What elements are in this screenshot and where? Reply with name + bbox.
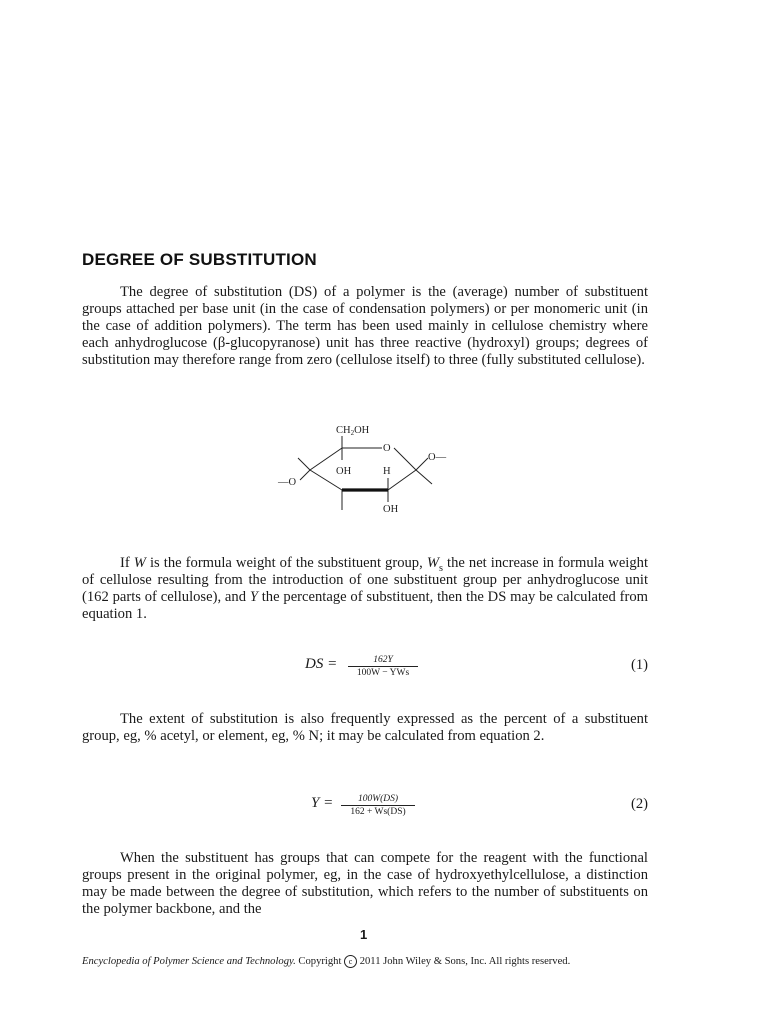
ring-bonds bbox=[298, 436, 432, 510]
equation-1 bbox=[82, 652, 648, 682]
copyright-footer: Encyclopedia of Polymer Science and Technology. Copyright c 2011 John Wiley & Sons, Inc. All rights reserved. bbox=[82, 956, 571, 967]
equation-2-denominator: 162 + Ws(DS) bbox=[350, 807, 406, 817]
equation-2-lhs: Y = bbox=[311, 795, 334, 811]
paragraph-definition: The degree of substitution (DS) of a polymer is the (average) number of substituent groups attached per base unit (in the case of condensation polymers) or per monomeric unit (in the case of addition polymers). The term has been used mainly in cellulose chemistry where each anhydroglucose (β-glucopyranose) unit has three reactive (hydroxyl) groups; degrees of substitution may therefore range from zero (cellulose itself) to three (fully substituted cellulose). bbox=[82, 284, 648, 368]
paragraph-competing-groups: When the substituent has groups that can compete for the reagent with the functional groups present in the original polymer, eg, in the case of hydroxyethylcellulose, a distinction may be made between the degree of substitution, which refers to the number of substituents on the polymer backbone, and the bbox=[82, 850, 648, 917]
bottom-oh-label: OH bbox=[383, 504, 399, 515]
paragraph-percent: The extent of substitution is also frequently expressed as the percent of a substituent group, eg, % acetyl, or element, eg, % N; it may be calculated from equation 2. bbox=[82, 711, 648, 744]
equation-1-denominator: 100W − YWs bbox=[356, 668, 410, 678]
equation-2 bbox=[82, 791, 648, 821]
ring-oh-label: OH bbox=[336, 466, 352, 477]
equation-1-number: (1) bbox=[630, 657, 648, 673]
right-oxygen-label: O— bbox=[428, 452, 447, 463]
equation-1-lhs: DS = bbox=[305, 656, 338, 672]
left-oxygen-label: —O bbox=[278, 477, 297, 488]
page-number: 1 bbox=[360, 927, 368, 942]
ch2oh-label: CH2OH bbox=[336, 425, 370, 437]
equation-1-fraction bbox=[348, 655, 418, 678]
equation-2-number: (2) bbox=[630, 796, 648, 812]
ring-oxygen-label: O bbox=[383, 443, 391, 454]
footer-journal: Encyclopedia of Polymer Science and Technology. bbox=[82, 956, 296, 967]
equation-1-numerator: 162Y bbox=[373, 655, 393, 665]
copyright-icon: c bbox=[344, 955, 357, 968]
paragraph-formula-weight: If W is the formula weight of the substituent group, $W_s$ the net increase in formula weight of cellulose resulting from the introduction of one substituent group per anhydroglucose unit (162 parts of cellulose), and Y the percentage of substituent, then the DS may be calculated from equation 1. bbox=[82, 555, 648, 622]
equation-2-fraction bbox=[341, 794, 415, 817]
ring-h-label: H bbox=[383, 466, 391, 477]
section-heading: DEGREE OF SUBSTITUTION bbox=[82, 250, 317, 269]
glucopyranose-structure bbox=[270, 418, 470, 518]
equation-2-numerator: 100W(DS) bbox=[357, 794, 399, 804]
